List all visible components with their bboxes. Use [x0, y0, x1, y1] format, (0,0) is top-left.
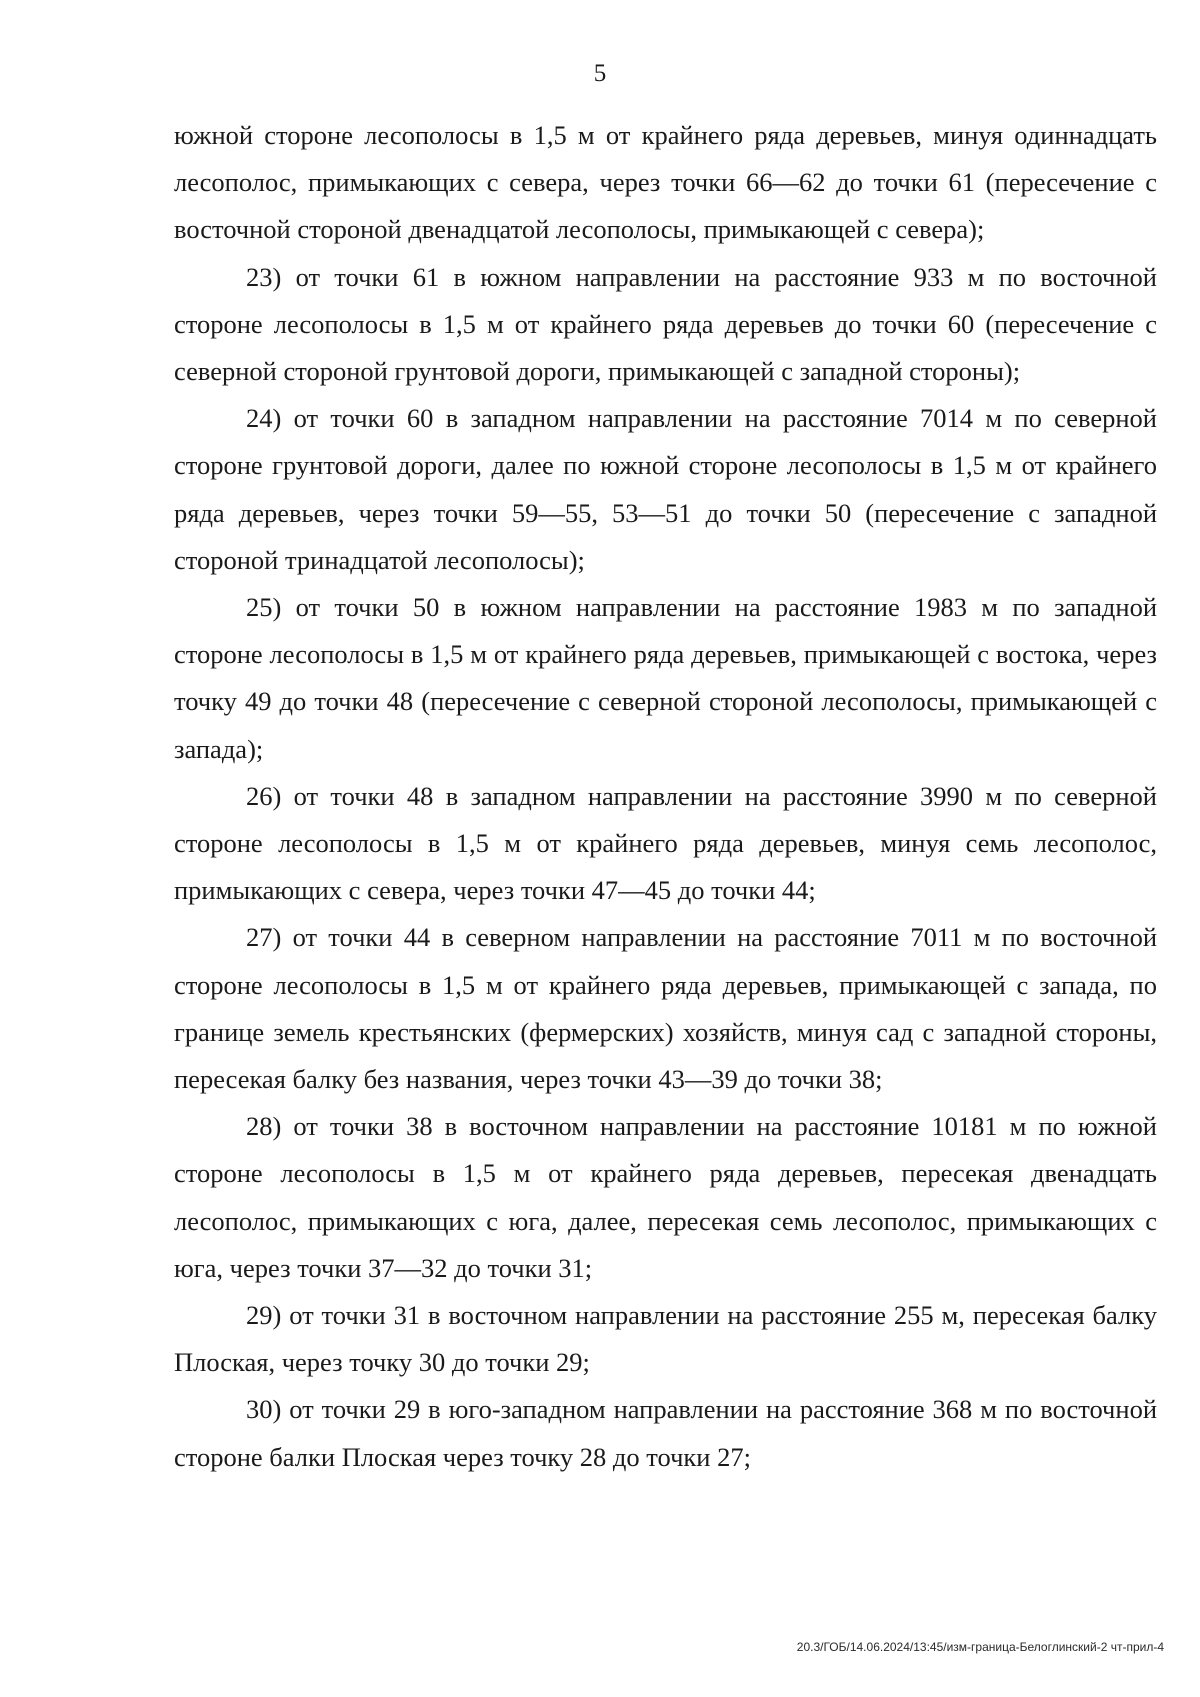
paragraph-item-23: 23) от точки 61 в южном направлении на расстояние 933 м по восточной стороне лесополосы в 1,5 м от крайнего ряда деревьев до точки 60 (пересечение с северной стороной грунтовой дороги, примыкающей с западной стороны); [174, 261, 1157, 387]
document-footer-code: 20.3/ГОБ/14.06.2024/13:45/изм-граница-Белоглинский-2 чт-прил-4 [796, 1640, 1164, 1654]
paragraph-item-24: 24) от точки 60 в западном направлении на расстояние 7014 м по северной стороне грунтовой дороги, далее по южной стороне лесополосы в 1,5 м от крайнего ряда деревьев, через точки 59—55, 53—51 до точки 50 (пересечение с западной стороной тринадцатой лесополосы); [174, 403, 1157, 575]
page-number: 5 [593, 60, 607, 87]
paragraph-item-27: 27) от точки 44 в северном направлении на расстояние 7011 м по восточной стороне лесополосы в 1,5 м от крайнего ряда деревьев, примыкающей с запада, по границе земель крестьянских (фермерских) хозяйств, минуя сад с западной стороны, пересекая балку без названия, через точки 43—39 до точки 38; [174, 922, 1157, 1095]
document-body [174, 112, 1157, 1481]
paragraph-item-29: 29) от точки 31 в восточном направлении на расстояние 255 м, пересекая балку Плоская, через точку 30 до точки 29; [174, 1300, 1157, 1378]
paragraph-continuation: южной стороне лесополосы в 1,5 м от крайнего ряда деревьев, минуя одиннадцать лесополос, примыкающих с севера, через точки 66—62 до точки 61 (пересечение с восточной стороной двенадцатой лесополосы, примыкающей с севера); [174, 120, 1157, 245]
paragraph-item-25: 25) от точки 50 в южном направлении на расстояние 1983 м по западной стороне лесополосы в 1,5 м от крайнего ряда деревьев, примыкающей с востока, через точку 49 до точки 48 (пересечение с северной стороной лесополосы, примыкающей с запада); [174, 592, 1157, 764]
paragraph-item-28: 28) от точки 38 в восточном направлении на расстояние 10181 м по южной стороне лесополосы в 1,5 м от крайнего ряда деревьев, пересекая двенадцать лесополос, примыкающих с юга, далее, пересекая семь лесополос, примыкающих с юга, через точки 37—32 до точки 31; [174, 1111, 1157, 1283]
paragraph-item-30: 30) от точки 29 в юго-западном направлении на расстояние 368 м по восточной стороне балки Плоская через точку 28 до точки 27; [174, 1394, 1157, 1472]
paragraph-item-26: 26) от точки 48 в западном направлении на расстояние 3990 м по северной стороне лесополосы в 1,5 м от крайнего ряда деревьев, минуя семь лесополос, примыкающих с севера, через точки 47—45 до точки 44; [174, 780, 1157, 906]
